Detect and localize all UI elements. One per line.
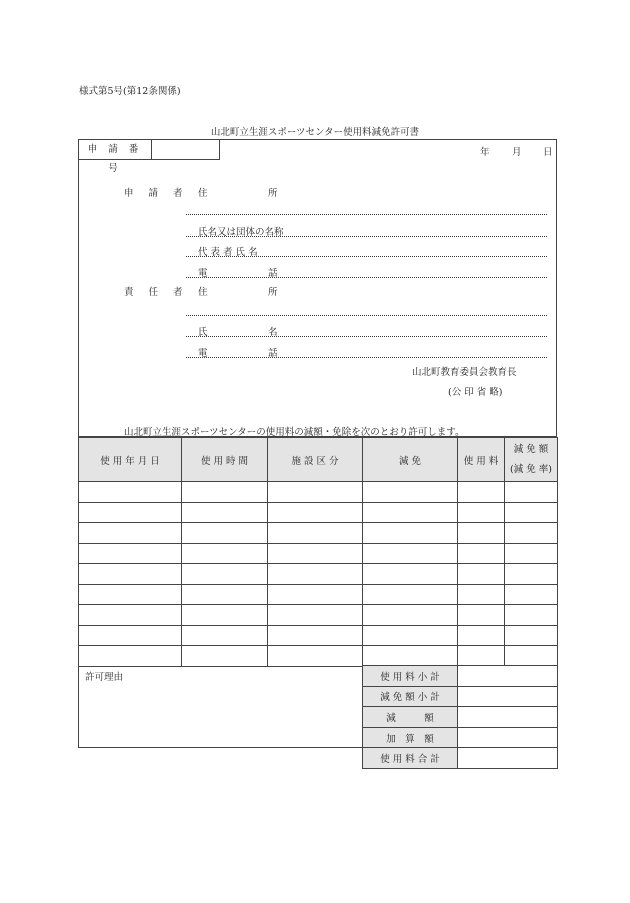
summary-row — [363, 707, 558, 728]
application-number-field[interactable] — [152, 140, 219, 159]
usage-table-cell[interactable] — [363, 625, 458, 646]
usage-table-cell[interactable] — [458, 482, 505, 503]
responsible-address-line[interactable] — [186, 315, 547, 316]
usage-table-cell[interactable] — [505, 502, 558, 523]
reduction-subtotal-value[interactable] — [458, 686, 558, 707]
usage-table-row — [79, 646, 558, 667]
usage-table-cell[interactable] — [182, 543, 268, 564]
responsible-address-label-2: 所 — [268, 287, 278, 298]
applicant-phone-line[interactable] — [186, 277, 547, 278]
applicant-address-label-2: 所 — [268, 188, 278, 199]
surcharge-value[interactable] — [458, 727, 558, 748]
col-reduction-amount — [505, 438, 558, 482]
col-usage-time: 使 用 時 間 — [182, 438, 268, 482]
responsible-phone-label-2: 話 — [268, 348, 278, 359]
usage-table-cell[interactable] — [505, 584, 558, 605]
applicant-address-label: 住 — [198, 188, 208, 199]
applicant-name-line[interactable] — [186, 236, 547, 237]
surcharge-label: 加 算 額 — [363, 727, 458, 748]
usage-table-cell[interactable] — [458, 605, 505, 626]
usage-table-cell[interactable] — [79, 605, 182, 626]
usage-table-cell[interactable] — [268, 543, 363, 564]
usage-table-cell[interactable] — [79, 625, 182, 646]
usage-table-row — [79, 625, 558, 646]
usage-table-cell[interactable] — [363, 584, 458, 605]
usage-table-cell[interactable] — [458, 646, 505, 667]
responsible-heading: 責 任 者 — [124, 287, 189, 298]
permit-reason-label: 許可理由 — [85, 672, 124, 683]
applicant-name-label: 氏名又は団体の名称 — [198, 227, 284, 238]
reduction-amount-value[interactable] — [458, 707, 558, 728]
usage-table-cell[interactable] — [505, 482, 558, 503]
form-number: 様式第5号(第12条関係) — [79, 86, 181, 97]
representative-line[interactable] — [186, 256, 547, 257]
reduction-amount-label: 減 額 — [363, 707, 458, 728]
col-usage-date: 使 用 年 月 日 — [79, 438, 182, 482]
usage-table-cell[interactable] — [458, 564, 505, 585]
summary-row — [363, 666, 558, 687]
usage-table-cell[interactable] — [79, 523, 182, 544]
col-reduction-amount-line2: (減 免 率) — [510, 463, 552, 475]
reduction-subtotal-label: 減 免 額 小 計 — [363, 686, 458, 707]
usage-table-cell[interactable] — [268, 625, 363, 646]
usage-table — [78, 437, 558, 667]
col-fee: 使 用 料 — [458, 438, 505, 482]
responsible-name-line[interactable] — [186, 336, 547, 337]
usage-table-cell[interactable] — [363, 482, 458, 503]
usage-table-cell[interactable] — [363, 605, 458, 626]
usage-table-row — [79, 605, 558, 626]
applicant-heading: 申 請 者 — [124, 188, 189, 199]
applicant-phone-label: 電 — [198, 268, 208, 279]
summary-row — [363, 727, 558, 748]
usage-table-cell[interactable] — [363, 646, 458, 667]
usage-table-cell[interactable] — [182, 564, 268, 585]
usage-table-cell[interactable] — [182, 502, 268, 523]
representative-label: 代 表 者 氏 名 — [198, 247, 258, 258]
usage-table-row — [79, 584, 558, 605]
usage-table-cell[interactable] — [268, 564, 363, 585]
date-day-label: 日 — [543, 147, 553, 158]
usage-table-cell[interactable] — [79, 646, 182, 667]
usage-table-cell[interactable] — [182, 523, 268, 544]
usage-table-cell[interactable] — [79, 543, 182, 564]
usage-table-cell[interactable] — [505, 605, 558, 626]
usage-table-cell[interactable] — [182, 584, 268, 605]
responsible-phone-line[interactable] — [186, 357, 547, 358]
usage-table-cell[interactable] — [363, 523, 458, 544]
responsible-name-label-2: 名 — [268, 327, 278, 338]
fee-total-label: 使 用 料 合 計 — [363, 748, 458, 769]
usage-table-cell[interactable] — [79, 502, 182, 523]
usage-table-cell[interactable] — [182, 646, 268, 667]
usage-table-cell[interactable] — [458, 625, 505, 646]
usage-table-cell[interactable] — [458, 543, 505, 564]
usage-table-row — [79, 502, 558, 523]
usage-table-cell[interactable] — [505, 543, 558, 564]
usage-table-cell[interactable] — [458, 584, 505, 605]
usage-table-body — [79, 482, 558, 667]
usage-table-cell[interactable] — [363, 502, 458, 523]
usage-table-cell[interactable] — [182, 625, 268, 646]
usage-table-cell[interactable] — [505, 625, 558, 646]
date-year-label: 年 — [480, 147, 490, 158]
seal-omitted-note: (公 印 省 略) — [448, 387, 503, 398]
application-number-label: 申 請 番 号 — [79, 140, 152, 159]
fee-subtotal-label: 使 用 料 小 計 — [363, 666, 458, 687]
usage-table-cell[interactable] — [79, 584, 182, 605]
responsible-name-label: 氏 — [198, 327, 208, 338]
usage-table-row — [79, 523, 558, 544]
form-title: 山北町立生涯スポーツセンター使用料減免許可書 — [210, 127, 420, 138]
usage-table-cell[interactable] — [458, 523, 505, 544]
summary-row — [363, 686, 558, 707]
summary-row — [363, 748, 558, 769]
usage-table-cell[interactable] — [268, 646, 363, 667]
usage-table-cell[interactable] — [268, 502, 363, 523]
responsible-address-label: 住 — [198, 287, 208, 298]
summary-table — [362, 665, 558, 769]
usage-table-cell[interactable] — [505, 646, 558, 667]
applicant-address-line[interactable] — [186, 214, 547, 215]
usage-table-cell[interactable] — [268, 482, 363, 503]
fee-subtotal-value[interactable] — [458, 666, 558, 687]
date-month-label: 月 — [512, 147, 522, 158]
usage-table-cell[interactable] — [505, 564, 558, 585]
usage-table-cell[interactable] — [268, 605, 363, 626]
usage-table-row — [79, 543, 558, 564]
usage-table-cell[interactable] — [182, 605, 268, 626]
issuer-name: 山北町教育委員会教育長 — [412, 367, 517, 378]
applicant-phone-label-2: 話 — [268, 268, 278, 279]
application-number-box — [78, 139, 220, 174]
usage-table-cell[interactable] — [182, 482, 268, 503]
usage-table-cell[interactable] — [79, 564, 182, 585]
usage-table-cell[interactable] — [458, 502, 505, 523]
fee-total-value[interactable] — [458, 748, 558, 769]
usage-table-row — [79, 482, 558, 503]
col-reduction-amount-line1: 減 免 額 — [513, 443, 549, 455]
usage-table-row — [79, 564, 558, 585]
responsible-phone-label: 電 — [198, 348, 208, 359]
col-reduction: 減 免 — [363, 438, 458, 482]
usage-table-cell[interactable] — [268, 523, 363, 544]
usage-table-cell[interactable] — [505, 523, 558, 544]
usage-table-cell[interactable] — [363, 564, 458, 585]
usage-table-header — [79, 438, 558, 482]
col-facility: 施 設 区 分 — [268, 438, 363, 482]
permission-statement: 山北町立生涯スポーツセンターの使用料の減額・免除を次のとおり許可します。 — [124, 427, 465, 438]
permit-reason-box[interactable] — [78, 665, 363, 748]
usage-table-cell[interactable] — [363, 543, 458, 564]
usage-table-cell[interactable] — [268, 584, 363, 605]
usage-table-cell[interactable] — [79, 482, 182, 503]
